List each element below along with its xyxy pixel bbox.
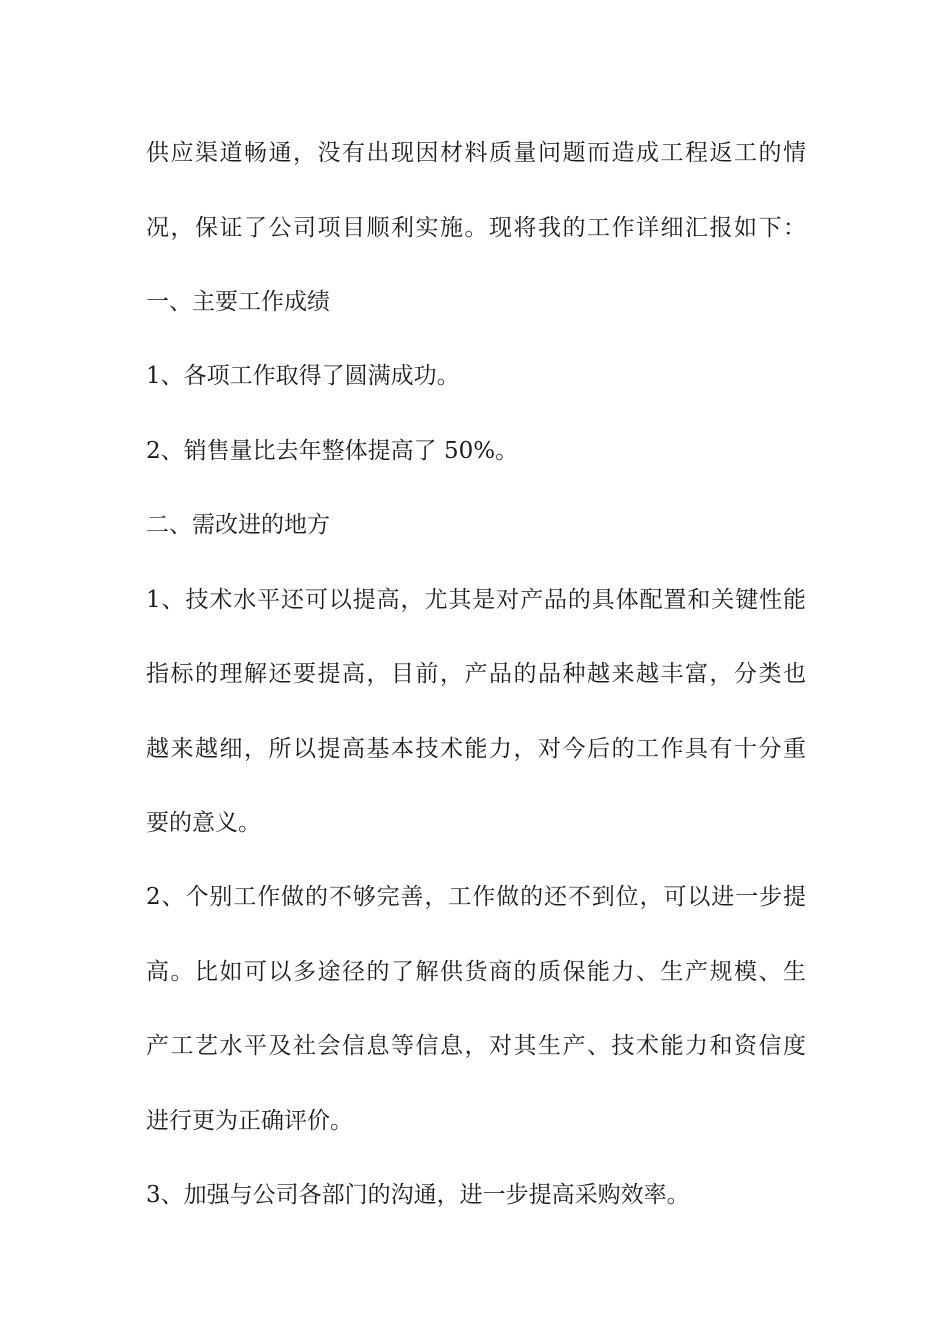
list-item-line: 要的意义。 — [146, 810, 261, 836]
list-item: 1、各项工作取得了圆满成功。 — [146, 363, 460, 389]
list-item-line: 越来越细，所以提高基本技术能力，对今后的工作具有十分重 — [146, 736, 806, 762]
list-item-line: 2、个别工作做的不够完善，工作做的还不到位，可以进一步提 — [146, 884, 806, 910]
list-item-line: 1、技术水平还可以提高，尤其是对产品的具体配置和关键性能 — [146, 587, 806, 613]
paragraph-line: 供应渠道畅通，没有出现因材料质量问题而造成工程返工的情 — [146, 140, 806, 166]
section-heading: 二、需改进的地方 — [146, 512, 330, 538]
section-heading: 一、主要工作成绩 — [146, 289, 330, 315]
list-item: 2、销售量比去年整体提高了 50%。 — [146, 438, 519, 464]
list-item-line: 高。比如可以多途径的了解供货商的质保能力、生产规模、生 — [146, 959, 806, 985]
list-item-line: 产工艺水平及社会信息等信息，对其生产、技术能力和资信度 — [146, 1033, 806, 1059]
list-item-line: 进行更为正确评价。 — [146, 1108, 353, 1134]
paragraph-line: 况，保证了公司项目顺利实施。现将我的工作详细汇报如下： — [146, 215, 806, 241]
list-item-line: 指标的理解还要提高，目前，产品的品种越来越丰富，分类也 — [146, 661, 806, 687]
list-item: 3、加强与公司各部门的沟通，进一步提高采购效率。 — [146, 1182, 690, 1208]
